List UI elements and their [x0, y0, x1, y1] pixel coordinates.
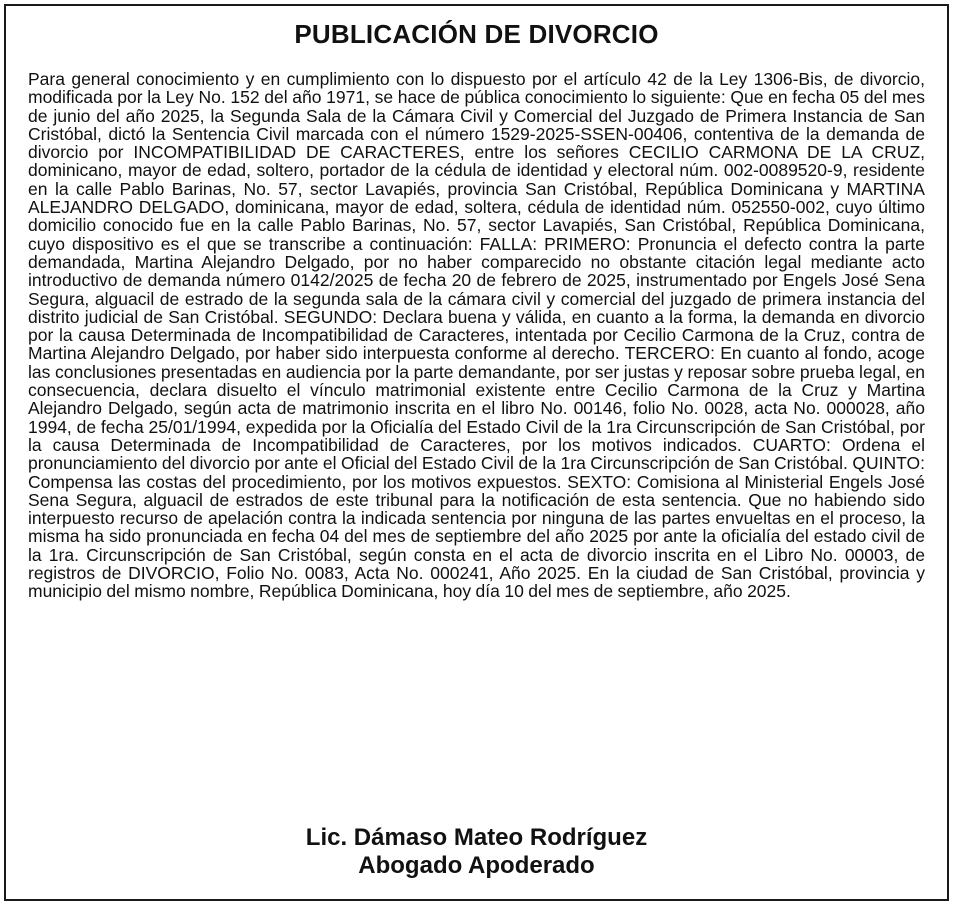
notice-body: Para general conocimiento y en cumplimiento con lo dispuesto por el artículo 42 de la Ley 1306-Bis, de divorcio, modificada por la Ley No. 152 del año 1971, se hace de pública conocimiento lo siguiente: Que en fecha 05 del mes de junio del año 2025, la Segunda Sala de la Cámara Civil y Comercial del Juzgado de Primera Instancia de San Cristóbal, dictó la Sentencia Civil marcada con el número 1529-2025-SSEN-00406, contentiva de la demanda de divorcio por INCOMPATIBILIDAD DE CARACTERES, entre los señores CECILIO CARMONA DE LA CRUZ, dominicano, mayor de edad, soltero, portador de la cédula de identidad y electoral núm. 002-0089520-9, residente en la calle Pablo Barinas, No. 57, sector Lavapiés, provincia San Cristóbal, República Dominicana y MARTINA ALEJANDRO DELGADO, dominicana, mayor de edad, soltera, cédula de identidad núm. 052550-002, cuyo último domicilio conocido fue en la calle Pablo Barinas, No. 57, sector Lavapiés, San Cristóbal, República Dominicana, cuyo dispositivo es el que se transcribe a continuación: FALLA: PRIMERO: Pronuncia el defecto contra la parte demandada, Martina Alejandro Delgado, por no haber comparecido no obstante citación legal mediante acto introductivo de demanda número 0142/2025 de fecha 20 de febrero de 2025, instrumentado por Engels José Sena Segura, alguacil de estrado de la segunda sala de la cámara civil y comercial del juzgado de primera instancia del distrito judicial de San Cristóbal. SEGUNDO: Declara buena y válida, en cuanto a la forma, la demanda en divorcio por la causa Determinada de Incompatibilidad de Caracteres, intentada por Cecilio Carmona de la Cruz, contra de Martina Alejandro Delgado, por haber sido interpuesta conforme al derecho. TERCERO: En cuanto al fondo, acoge las conclusiones presentadas en audiencia por la parte demandante, por ser justas y reposar sobre prueba legal, en consecuencia, declara disuelto el vínculo matrimonial existente entre Cecilio Carmona de la Cruz y Martina Alejandro Delgado, según acta de matrimonio inscrita en el libro No. 00146, folio No. 0028, acta No. 000028, año 1994, de fecha 25/01/1994, expedida por la Oficialía del Estado Civil de la 1ra Circunscripción de San Cristóbal, por la causa Determinada de Incompatibilidad de Caracteres, por los motivos indicados. CUARTO: Ordena el pronunciamiento del divorcio por ante el Oficial del Estado Civil de la 1ra Circunscripción de San Cristóbal. QUINTO: Compensa las costas del procedimiento, por los motivos expuestos. SEXTO: Comisiona al Ministerial Engels José Sena Segura, alguacil de estrados de este tribunal para la notificación de esta sentencia. Que no habiendo sido interpuesto recurso de apelación contra la indicada sentencia por ninguna de las partes envueltas en el proceso, la misma ha sido pronunciada en fecha 04 del mes de septiembre del año 2025 por ante la oficialía del estado civil de la 1ra. Circunscripción de San Cristóbal, según consta en el acta de divorcio inscrita en el Libro No. 00003, de registros de DIVORCIO, Folio No. 0083, Acta No. 000241, Año 2025. En la ciudad de San Cristóbal, provincia y municipio del mismo nombre, República Dominicana, hoy día 10 del mes de septiembre, año 2025.: [28, 69, 925, 602]
notice-title: PUBLICACIÓN DE DIVORCIO: [294, 19, 659, 49]
signature-block: [6, 824, 947, 880]
signatory-name: Lic. Dámaso Mateo Rodríguez: [305, 824, 648, 851]
divorce-notice: [4, 4, 949, 901]
signatory-role: Abogado Apoderado: [358, 852, 595, 879]
